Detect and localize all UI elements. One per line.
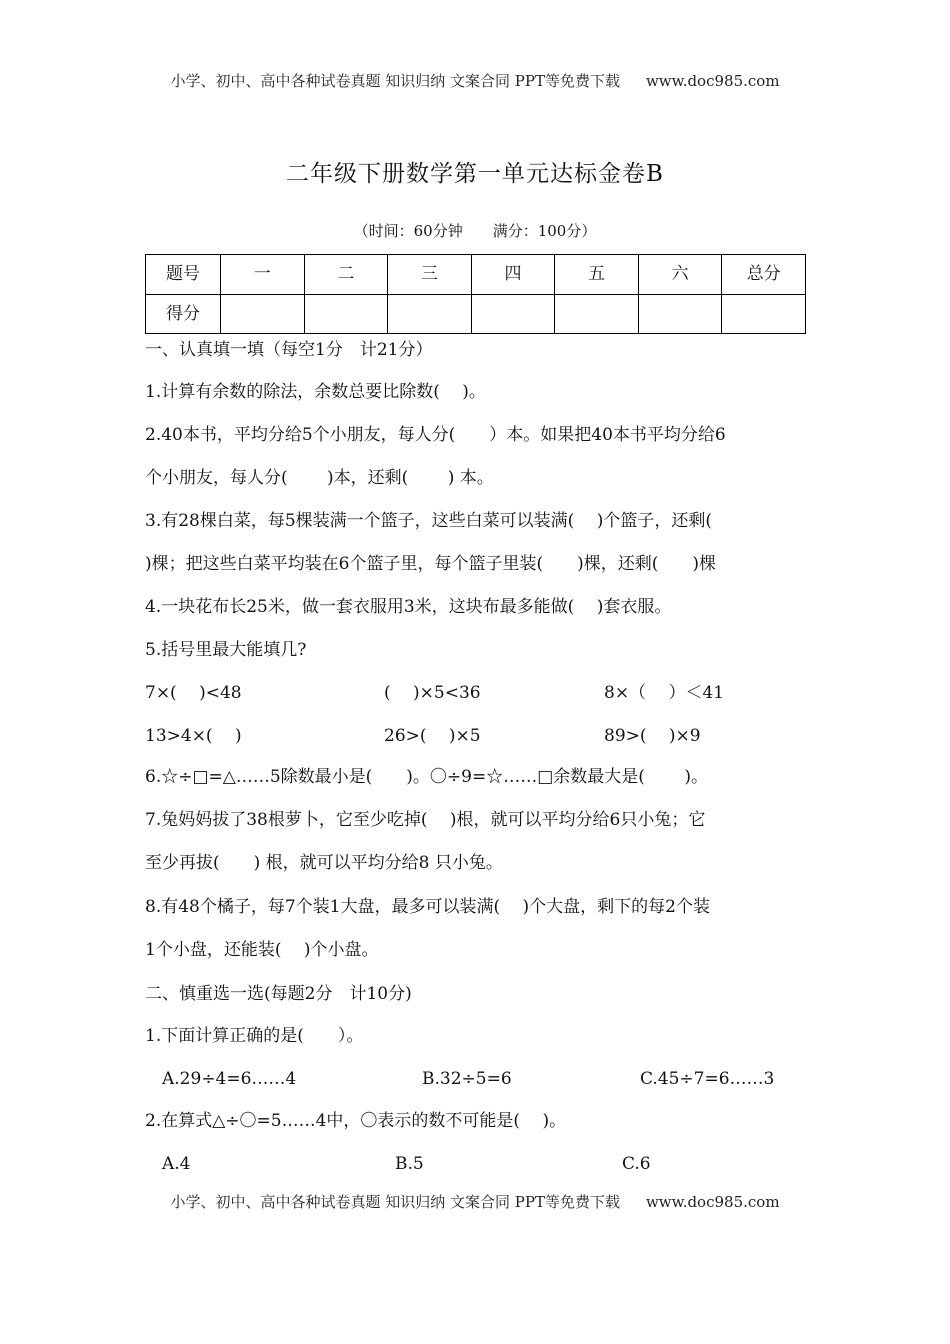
footer-site[interactable]: www.doc985.com: [645, 1193, 780, 1211]
exam-subtitle: [0, 220, 950, 241]
s1-question-1: 1.计算有余数的除法，余数总要比除数( )。: [145, 382, 486, 402]
section1-heading: 一、认真填一填（每空1分 计21分）: [145, 340, 433, 360]
s2-q1-option-b: B.32÷5=6: [422, 1069, 512, 1089]
full-score: 满分：100分）: [492, 222, 597, 240]
s2-q2-option-c: C.6: [622, 1154, 651, 1174]
s1-q5-item: ( )×5<36: [384, 683, 481, 703]
s1-question-3-line2: )棵；把这些白菜平均装在6个篮子里，每个篮子里装( )棵，还剩( )棵: [145, 554, 716, 574]
header-site[interactable]: www.doc985.com: [645, 72, 780, 90]
s1-question-6: 6.☆÷□=△……5除数最小是( )。〇÷9=☆……□余数最大是( )。: [145, 767, 708, 787]
s1-question-7-line2: 至少再拔( ) 根，就可以平均分给8 只小兔。: [145, 853, 503, 873]
score-cell[interactable]: [471, 294, 555, 334]
score-row-label: 得分: [146, 294, 221, 334]
score-cell[interactable]: [555, 294, 639, 334]
s1-q5-item: 7×( )<48: [145, 683, 242, 703]
s2-q1-option-c: C.45÷7=6……3: [640, 1069, 775, 1089]
page-header: [0, 70, 950, 91]
s1-question-8-line2: 1个小盘，还能装( )个小盘。: [145, 940, 379, 960]
s1-q5-item: 8×（ ）＜41: [604, 683, 725, 703]
s1-question-3-line1: 3.有28棵白菜，每5棵装满一个篮子，这些白菜可以装满( )个篮子，还剩(: [145, 511, 712, 531]
score-col-total: 总分: [722, 255, 806, 295]
score-table-header-row: [146, 255, 806, 295]
score-cell[interactable]: [388, 294, 472, 334]
score-cell[interactable]: [722, 294, 806, 334]
score-col-3: 三: [388, 255, 472, 295]
s2-q2-option-a: A.4: [162, 1154, 191, 1174]
s2-q1-option-a: A.29÷4=6……4: [162, 1069, 297, 1089]
s2-question-1: 1.下面计算正确的是( ）。: [145, 1026, 364, 1046]
score-col-2: 二: [304, 255, 388, 295]
score-col-5: 五: [555, 255, 639, 295]
s1-question-7-line1: 7.兔妈妈拔了38根萝卜，它至少吃掉( )根，就可以平均分给6只小兔；它: [145, 810, 706, 830]
s1-question-8-line1: 8.有48个橘子，每7个装1大盘，最多可以装满( )个大盘，剩下的每2个装: [145, 897, 710, 917]
score-col-4: 四: [471, 255, 555, 295]
score-cell[interactable]: [638, 294, 722, 334]
s1-question-2-line1: 2.40本书，平均分给5个小朋友，每人分( ）本。如果把40本书平均分给6: [145, 425, 726, 445]
score-table-score-row: [146, 294, 806, 334]
score-col-1: 一: [221, 255, 305, 295]
s1-q5-item: 26>( )×5: [384, 726, 481, 746]
page-title: 二年级下册数学第一单元达标金卷B: [286, 161, 664, 187]
s2-q2-option-b: B.5: [395, 1154, 424, 1174]
score-cell[interactable]: [221, 294, 305, 334]
s1-q5-item: 13>4×( ): [145, 726, 242, 746]
time-limit: （时间：60分钟: [353, 222, 463, 240]
score-col-label: 题号: [146, 255, 221, 295]
s2-question-2: 2.在算式△÷〇=5……4中，〇表示的数不可能是( )。: [145, 1111, 567, 1131]
score-table: [145, 254, 806, 334]
s1-question-2-line2: 个小朋友，每人分( )本，还剩( ) 本。: [145, 468, 494, 488]
section2-heading: 二、慎重选一选(每题2分 计10分): [145, 984, 412, 1004]
score-col-6: 六: [638, 255, 722, 295]
score-cell[interactable]: [304, 294, 388, 334]
s1-q5-item: 89>( )×9: [604, 726, 701, 746]
page-footer: [0, 1191, 950, 1212]
header-text: 小学、初中、高中各种试卷真题 知识归纳 文案合同 PPT等免费下载: [170, 72, 620, 90]
s1-question-4: 4.一块花布长25米，做一套衣服用3米，这块布最多能做( )套衣服。: [145, 597, 672, 617]
s1-question-5: 5.括号里最大能填几?: [145, 640, 307, 660]
footer-text: 小学、初中、高中各种试卷真题 知识归纳 文案合同 PPT等免费下载: [170, 1193, 620, 1211]
